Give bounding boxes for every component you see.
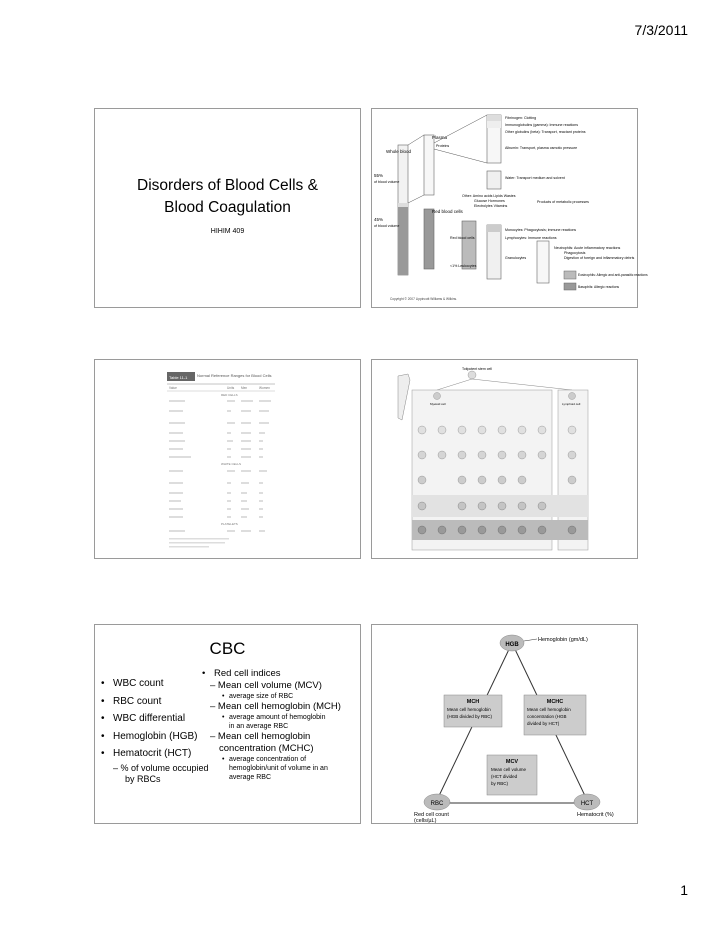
- mchc-item-1: – Mean cell hemoglobin: [210, 731, 311, 742]
- date-header: 7/3/2011: [634, 22, 688, 38]
- hgb-unit-label: Hemoglobin (gm/dL): [538, 637, 588, 643]
- title-line-1: Disorders of Blood Cells &: [137, 177, 318, 194]
- mcv-line-1: Mean cell volume: [491, 767, 527, 772]
- page-number: 1: [680, 882, 688, 898]
- rbc-small-label: Red blood cells: [450, 236, 475, 240]
- hematopoiesis-diagram: [372, 360, 637, 558]
- monocytes-label: Monocytes: Phagocytosis; immune reactions: [505, 228, 577, 232]
- lymphoid-label: Lymphoid cell: [562, 402, 581, 406]
- platelets-header: PLATELETS: [221, 522, 238, 526]
- slide-cbc: [94, 624, 361, 824]
- buffy-coat: [398, 203, 408, 207]
- pct55-label: 55%: [374, 173, 384, 178]
- cbc-right-list: [202, 668, 341, 782]
- whole-blood-cells-portion: [398, 207, 408, 275]
- phagocytosis-label: Phagocytosis: [564, 251, 586, 255]
- red-blood-cells-label: Red blood cells: [432, 209, 463, 214]
- slide-hematopoiesis: [371, 359, 638, 559]
- indices-diagram: [372, 625, 637, 823]
- whole-blood-label: Whole blood: [386, 149, 412, 154]
- col-units: Units: [227, 386, 235, 390]
- white-cells-header: WHITE CELLS: [221, 462, 242, 466]
- pct45-label: 45%: [374, 217, 384, 222]
- col-value: Value: [169, 386, 177, 390]
- lymphocytes-label: Lymphocytes: Immune reactions: [505, 236, 557, 240]
- col-women: Women: [259, 386, 270, 390]
- mcv-title: MCV: [505, 759, 519, 765]
- mchc-line-3: divided by HCT): [527, 721, 560, 726]
- title-line-2: Blood Coagulation: [164, 199, 291, 216]
- table-label: Table 11-1: [169, 375, 188, 380]
- products-label: Products of metabolic processes: [537, 200, 589, 204]
- albumin-label: Albumin: Transport, plasma osmotic pressure: [505, 146, 578, 150]
- mchc-line-2: concentration (HGB: [527, 714, 567, 719]
- hct-pct-label: Hematocrit (%): [577, 812, 614, 818]
- mchc-sub-2: hemoglobin/unit of volume in an: [229, 765, 328, 772]
- mch-line-1: Mean cell hemoglobin: [447, 707, 491, 712]
- cbc-left-list: [101, 675, 209, 785]
- eosinophil-box: [564, 271, 576, 279]
- mchc-sub: • average concentration of: [222, 756, 307, 763]
- slide-blood-composition: [371, 108, 648, 308]
- monocyte-band: [487, 225, 501, 232]
- table-title: Normal Reference Ranges for Blood Cells: [197, 373, 272, 378]
- leukocyte-column: [487, 225, 501, 279]
- copyright-2: Copyright © 2007 Lippincott Williams & Wilkins.: [390, 297, 458, 301]
- immunoglobulin-label: Immunoglobulins (gamma): Immune reactions: [505, 123, 579, 127]
- blood-composition-diagram: [372, 109, 648, 307]
- immunoglobulin-band: [487, 121, 501, 128]
- water-box: [487, 171, 501, 189]
- mch-title: MCH: [466, 699, 480, 705]
- red-cells-header: RED CELLS: [221, 393, 238, 397]
- stem-cell-label: Totipotent stem cell: [462, 367, 492, 371]
- granulocyte-column: [537, 241, 549, 283]
- other-solutes-3: Electrolytes Vitamins: [474, 204, 508, 208]
- mcv-line-2: (HCT divided: [491, 774, 518, 779]
- plasma-label: Plasma: [432, 135, 448, 140]
- stem-cell-icon: [468, 371, 476, 379]
- proteins-label: Proteins: [436, 144, 450, 148]
- mch-item: – Mean cell hemoglobin (MCH): [210, 701, 341, 712]
- list-item: • Hematocrit (HCT): [101, 748, 192, 759]
- list-item: • RBC count: [101, 695, 162, 707]
- red-cell-indices: • Red cell indices: [202, 668, 281, 679]
- mcv-line-3: by RBC): [491, 781, 509, 786]
- slide-title-heading: [95, 175, 360, 219]
- mch-line-2: (HGB divided by RBC): [447, 714, 493, 719]
- fibrinogen-label: Fibrinogen: Clotting: [505, 116, 537, 120]
- slide-indices-triangle: [371, 624, 638, 824]
- table-rows-platelets: [169, 530, 265, 548]
- list-item: • WBC count: [101, 678, 164, 689]
- water-label: Water: Transport medium and solvent: [505, 176, 565, 180]
- eosinophils-label: Eosinophils: Allergic and anti-parasitic reactions: [578, 273, 648, 277]
- rbc-text: RBC: [430, 801, 444, 807]
- table-rows-red: [169, 400, 271, 458]
- table-rows-white: [169, 470, 267, 518]
- cbc-title: CBC: [209, 639, 246, 658]
- rbc-count-label: Red cell count: [414, 812, 449, 818]
- of-blood-volume-2: of blood volume: [374, 224, 400, 228]
- mchc-title: MCHC: [546, 699, 564, 705]
- leukocytes-label: <1% Leukocytes: [450, 264, 477, 268]
- slide-title: [94, 108, 361, 308]
- basophils-label: Basophils: Allergic reactions: [578, 285, 620, 289]
- basophil-box: [564, 283, 576, 290]
- other-solutes-2: Glucose Hormones: [474, 199, 505, 203]
- neutrophils-label: Neutrophils: Acute inflammatory reactions: [554, 246, 621, 250]
- other-solutes-label: Other: Amino acids Lipids Wastes: [462, 194, 516, 198]
- other-globulins-label: Other globulins (beta): Transport, reactant proteins: [505, 130, 586, 134]
- reference-table-image: [95, 360, 360, 558]
- plasma-column: [424, 135, 434, 195]
- mchc-item-2: concentration (MCHC): [219, 743, 314, 754]
- mcv-item: – Mean cell volume (MCV): [210, 680, 322, 691]
- list-item: • WBC differential: [101, 713, 186, 724]
- mch-sub: • average amount of hemoglobin: [222, 714, 326, 721]
- rbc-column: [462, 221, 476, 269]
- myeloid-label: Myeloid cell: [430, 402, 446, 406]
- col-men: Men: [241, 386, 248, 390]
- digestion-label: Digestion of foreign and inflammatory debris: [564, 256, 635, 260]
- granulocytes-label: Granulocytes: [505, 256, 527, 260]
- rbc-count-unit: (cells/µL): [414, 818, 437, 824]
- slide-reference-table: [94, 359, 361, 559]
- mchc-line-1: Mean cell hemoglobin: [527, 707, 571, 712]
- fibrinogen-band: [487, 115, 501, 121]
- hct-sub-1: – % of volume occupied: [113, 762, 209, 773]
- hct-text: HCT: [580, 801, 594, 807]
- of-blood-volume-1: of blood volume: [374, 180, 400, 184]
- bone-shape: [398, 374, 410, 420]
- mch-sub-2: in an average RBC: [229, 723, 289, 730]
- hct-sub-2: by RBCs: [125, 773, 161, 784]
- list-item: • Hemoglobin (HGB): [101, 730, 198, 742]
- cells-column: [424, 209, 434, 269]
- course-code: HIHIM 409: [210, 228, 245, 235]
- hgb-text: HGB: [505, 642, 519, 648]
- mchc-sub-3: average RBC: [229, 774, 272, 781]
- mcv-sub: • average size of RBC: [222, 693, 294, 700]
